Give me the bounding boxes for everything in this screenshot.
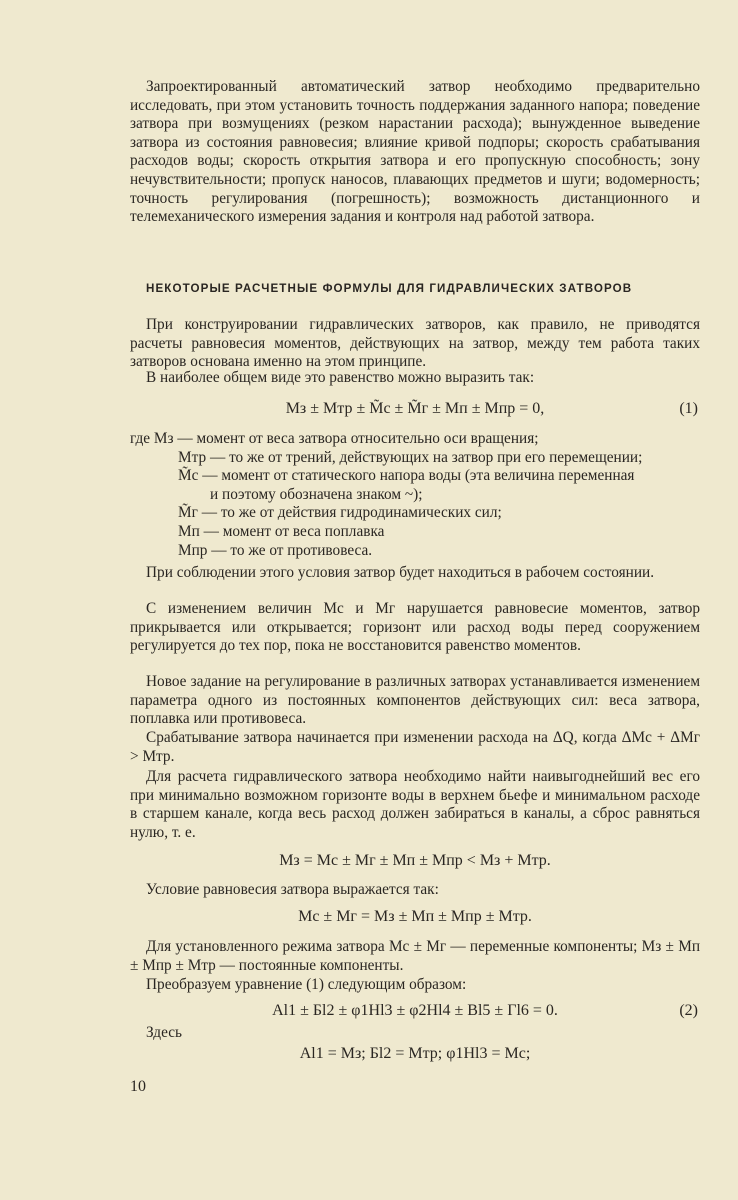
definition-item: Mтр — то же от трений, действующих на затвор при его перемещении; bbox=[178, 448, 643, 466]
definition-item: M̃г — то же от действия гидродинамических сил; bbox=[178, 504, 502, 522]
formula-2: Mз = Mс ± Mг ± Mп ± Mпр < Mз + Mтр. bbox=[279, 852, 551, 869]
paragraph-5: Новое задание на регулирование в различных затворах устанавливается изменением параметра одного из постоянных компонентов действующих сил: веса затвора, поплавка или противовеса. bbox=[130, 673, 700, 728]
section-heading: НЕКОТОРЫЕ РАСЧЕТНЫЕ ФОРМУЛЫ ДЛЯ ГИДРАВЛИЧЕСКИХ ЗАТВОРОВ bbox=[146, 282, 633, 295]
definition-item: и поэтому обозначена знаком ~); bbox=[210, 485, 423, 503]
definition-item: M̃с — момент от статического напора воды (эта величина переменная bbox=[178, 467, 635, 485]
definitions-list bbox=[130, 430, 700, 560]
paragraph-7: Для расчета гидравлического затвора необходимо найти наивыгоднейший вес его при минимально возможном горизонте воды в верхнем бьефе и минимальном расходе в старшем канале, когда весь расход должен забираться в каналы, а сброс равняться нулю, т. е. bbox=[130, 768, 700, 841]
definition-item: Mп — момент от веса поплавка bbox=[178, 522, 385, 540]
paragraph-9: Для установленного режима затвора Mс ± Mг — переменные компоненты; Mз ± Mп ± Mпр ± Mтр — постоянные компоненты. bbox=[130, 938, 700, 974]
formula-1: Mз ± Mтр ± M̃с ± M̃г ± Mп ± Mпр = 0, bbox=[285, 400, 545, 417]
definition-item: где Mз — момент от веса затвора относительно оси вращения; bbox=[130, 430, 539, 447]
paragraph-8: Условие равновесия затвора выражается так: bbox=[146, 881, 439, 898]
paragraph-2: В наиболее общем виде это равенство можно выразить так: bbox=[146, 369, 535, 386]
formula-1-number: (1) bbox=[679, 400, 698, 417]
formula-4: Al1 ± Бl2 ± φ1Hl3 ± φ2Hl4 ± Bl5 ± Гl6 = 0. bbox=[272, 1002, 558, 1019]
formula-4-number: (2) bbox=[679, 1002, 698, 1019]
paragraph-6: Срабатывание затвора начинается при изменении расхода на ΔQ, когда ΔMс + ΔMг > Mтр. bbox=[130, 729, 700, 765]
paragraph-4: С изменением величин Mс и Mг нарушается равновесие моментов, затвор прикрывается или открывается; горизонт или расход воды перед сооружением регулируется до тех пор, пока не восстановится равенство моментов. bbox=[130, 600, 700, 655]
formula-5: Al1 = Mз; Бl2 = Mтр; φ1Hl3 = Mс; bbox=[299, 1045, 531, 1062]
paragraph-3: При соблюдении этого условия затвор будет находиться в рабочем состоянии. bbox=[146, 564, 655, 581]
here-label: Здесь bbox=[146, 1024, 183, 1041]
paragraph-10: Преобразуем уравнение (1) следующим образом: bbox=[146, 976, 467, 993]
page-number: 10 bbox=[130, 1078, 146, 1095]
formula-3: Mс ± Mг = Mз ± Mп ± Mпр ± Mтр. bbox=[298, 908, 532, 925]
intro-paragraph: Запроектированный автоматический затвор необходимо предварительно исследовать, при этом установить точность поддержания заданного напора; поведение затвора при возмущениях (резком нарастании расхода); вынужденное выведение затвора из состояния равновесия; влияние кривой подпоры; скорость срабатывания расходов воды; скорость открытия затвора и его пропускную способность; зону нечувствительности; пропуск наносов, плавающих предметов и шуги; водомерность; точность регулирования (погрешность); возможность дистанционного и телемеханического измерения задания и контроля над работой затвора. bbox=[130, 78, 700, 226]
definition-item: Mпр — то же от противовеса. bbox=[178, 541, 373, 559]
paragraph-1: При конструировании гидравлических затворов, как правило, не приводятся расчеты равновесия моментов, действующих на затвор, между тем работа таких затворов основана именно на этом принципе. bbox=[130, 316, 700, 371]
